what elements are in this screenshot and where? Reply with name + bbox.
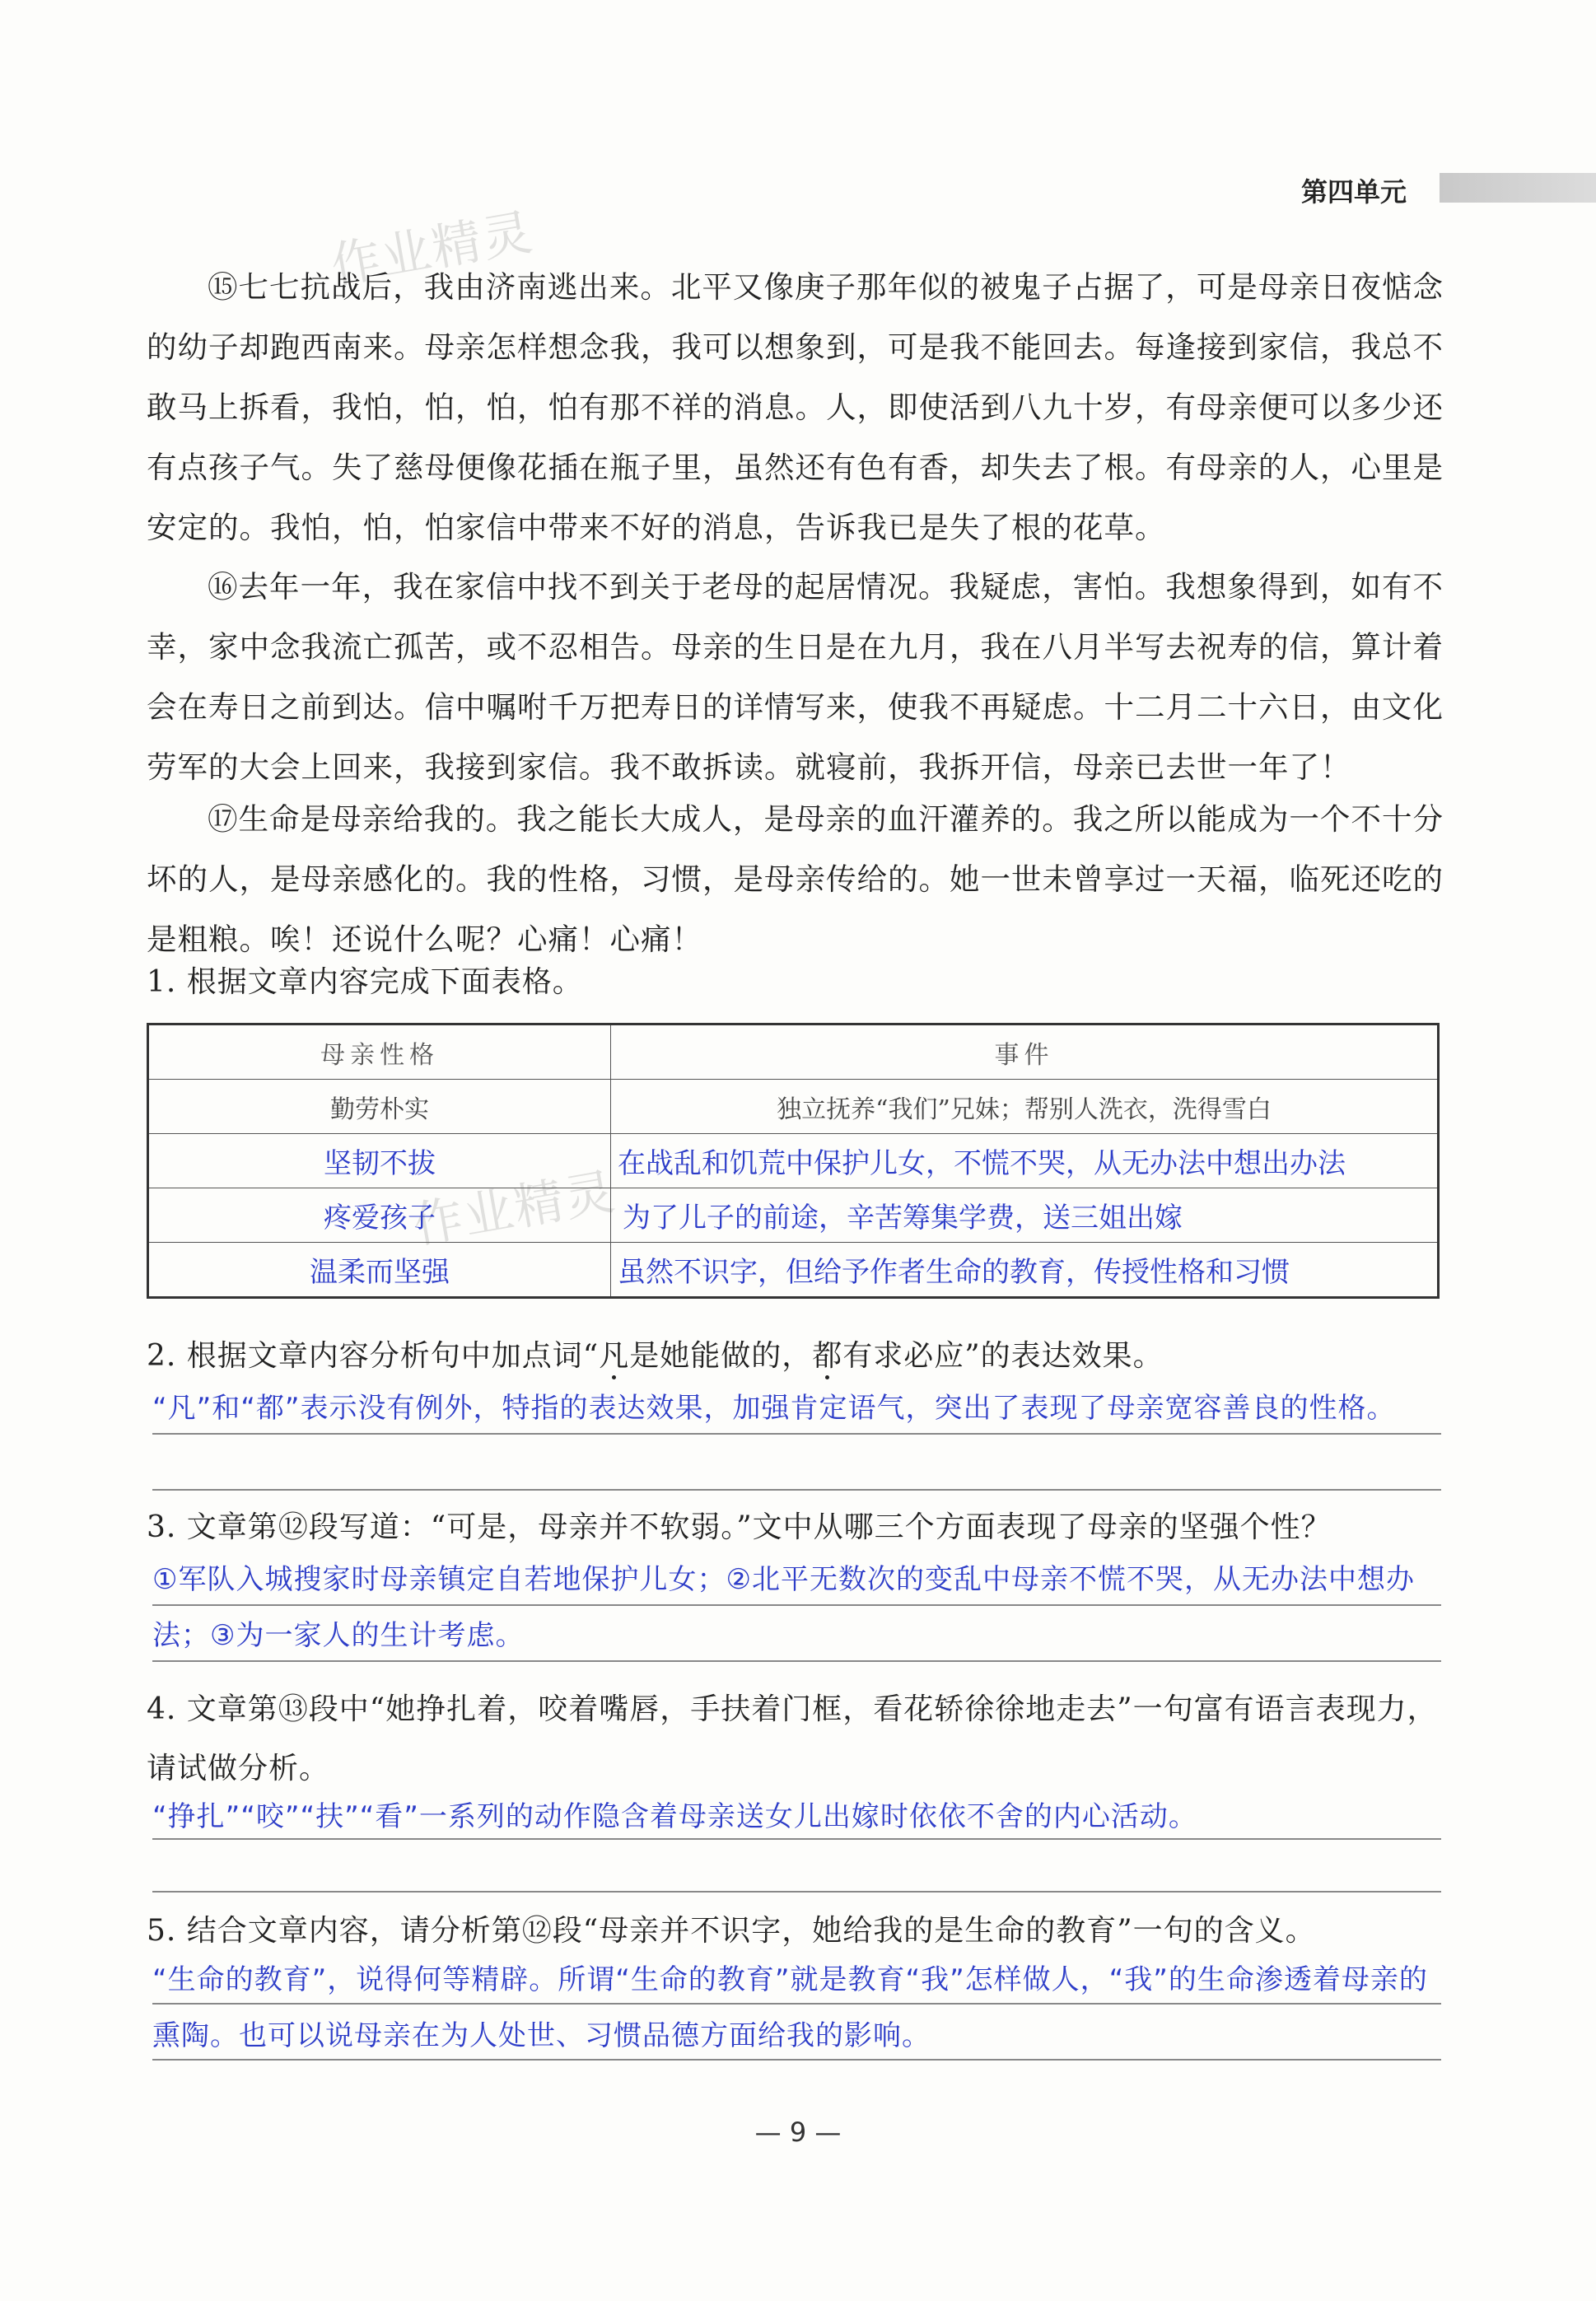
question-2 <box>147 1336 1448 1377</box>
answer-3: ①军队入城搜家时母亲镇定自若地保护儿女；②北平无数次的变乱中母亲不慌不哭，从无办法中想办法；③为一家人的生计考虑。 <box>152 1563 1415 1652</box>
answer-line <box>152 1660 1441 1662</box>
answer-line <box>152 1838 1441 1840</box>
page-number: — 9 — <box>754 2117 842 2148</box>
watermark-table: 作业精灵 <box>408 1162 621 1255</box>
watermark-top: 作业精灵 <box>326 203 539 296</box>
table-cell-personality-answer: 温柔而坚强 <box>148 1243 611 1298</box>
table-header-personality: 母亲性格 <box>148 1024 611 1080</box>
table-row <box>148 1134 1439 1188</box>
question-2-mid: 是她能做的， <box>629 1339 813 1373</box>
table-header-event: 事件 <box>611 1024 1439 1080</box>
table-cell-personality-answer: 坚韧不拔 <box>148 1134 611 1188</box>
unit-header: 第四单元 <box>1301 176 1407 208</box>
personality-table <box>147 1023 1440 1299</box>
table-cell-personality: 勤劳朴实 <box>148 1080 611 1134</box>
emphasis-dot-word-fan: 凡 <box>599 1339 630 1373</box>
paragraph-17: ⑰生命是母亲给我的。我之能长大成人，是母亲的血汗灌养的。我之所以能成为一个不十分坏的人，是母亲感化的。我的性格，习惯，是母亲传给的。她一世未曾享过一天福，临死还吃的是粗粮。唉！还说什么呢？心痛！心痛！ <box>147 801 1444 957</box>
table-cell-event-answer: 为了儿子的前途，辛苦筹集学费，送三姐出嫁 <box>611 1188 1439 1243</box>
answer-line <box>152 1433 1441 1435</box>
table-header-row <box>148 1024 1439 1080</box>
table-cell-event: 独立抚养“我们”兄妹；帮别人洗衣，洗得雪白 <box>611 1080 1439 1134</box>
answer-line <box>152 2003 1441 2005</box>
emphasis-dot-word-dou: 都 <box>812 1339 843 1373</box>
answer-line <box>152 1489 1441 1491</box>
answer-line <box>152 1604 1441 1606</box>
answer-line <box>152 1891 1441 1893</box>
question-1: 1. 根据文章内容完成下面表格。 <box>147 965 583 999</box>
answer-4: “挣扎”“咬”“扶”“看”一系列的动作隐含着母亲送女儿出嫁时依依不舍的内心活动。 <box>152 1800 1197 1833</box>
table-cell-event-answer: 虽然不识字，但给予作者生命的教育，传授性格和习惯 <box>611 1243 1439 1298</box>
answer-2: “凡”和“都”表示没有例外，特指的表达效果，加强肯定语气，突出了表现了母亲宽容善良的性格。 <box>152 1392 1396 1425</box>
table-row <box>148 1243 1439 1298</box>
question-4: 4. 文章第⑬段中“她挣扎着，咬着嘴唇，手扶着门框，看花轿徐徐地走去”一句富有语言表现力，请试做分析。 <box>147 1692 1438 1785</box>
table-cell-event-answer: 在战乱和饥荒中保护儿女，不慌不哭，从无办法中想出办法 <box>611 1134 1439 1188</box>
paragraph-15: ⑮七七抗战后，我由济南逃出来。北平又像庚子那年似的被鬼子占据了，可是母亲日夜惦念的幼子却跑西南来。母亲怎样想念我，我可以想象到，可是我不能回去。每逢接到家信，我总不敢马上拆看，我怕，怕，怕，怕有那不祥的消息。人，即使活到八九十岁，有母亲便可以多少还有点孩子气。失了慈母便像花插在瓶子里，虽然还有色有香，却失去了根。有母亲的人，心里是安定的。我怕，怕，怕家信中带来不好的消息，告诉我已是失了根的花草。 <box>147 269 1444 545</box>
question-5: 5. 结合文章内容，请分析第⑫段“母亲并不识字，她给我的是生命的教育”一句的含义。 <box>147 1914 1316 1948</box>
table-row <box>148 1080 1439 1134</box>
unit-header-bar <box>1440 173 1596 203</box>
answer-line <box>152 2059 1441 2061</box>
question-3: 3. 文章第⑫段写道：“可是，母亲并不软弱。”文中从哪三个方面表现了母亲的坚强个性？ <box>147 1510 1332 1544</box>
paragraph-16: ⑯去年一年，我在家信中找不到关于老母的起居情况。我疑虑，害怕。我想象得到，如有不幸，家中念我流亡孤苦，或不忍相告。母亲的生日是在九月，我在八月半写去祝寿的信，算计着会在寿日之前到达。信中嘱咐千万把寿日的详情写来，使我不再疑虑。十二月二十六日，由文化劳军的大会上回来，我接到家信。我不敢拆读。就寝前，我拆开信，母亲已去世一年了！ <box>147 569 1444 785</box>
question-2-post: 有求必应”的表达效果。 <box>842 1339 1164 1373</box>
table-row <box>148 1188 1439 1243</box>
answer-5: “生命的教育”，说得何等精辟。所谓“生命的教育”就是教育“我”怎样做人，“我”的生命渗透着母亲的熏陶。也可以说母亲在为人处世、习惯品德方面给我的影响。 <box>152 1963 1428 2052</box>
question-2-pre: 2. 根据文章内容分析句中加点词“ <box>147 1339 600 1373</box>
table-cell-personality-answer: 疼爱孩子 <box>148 1188 611 1243</box>
